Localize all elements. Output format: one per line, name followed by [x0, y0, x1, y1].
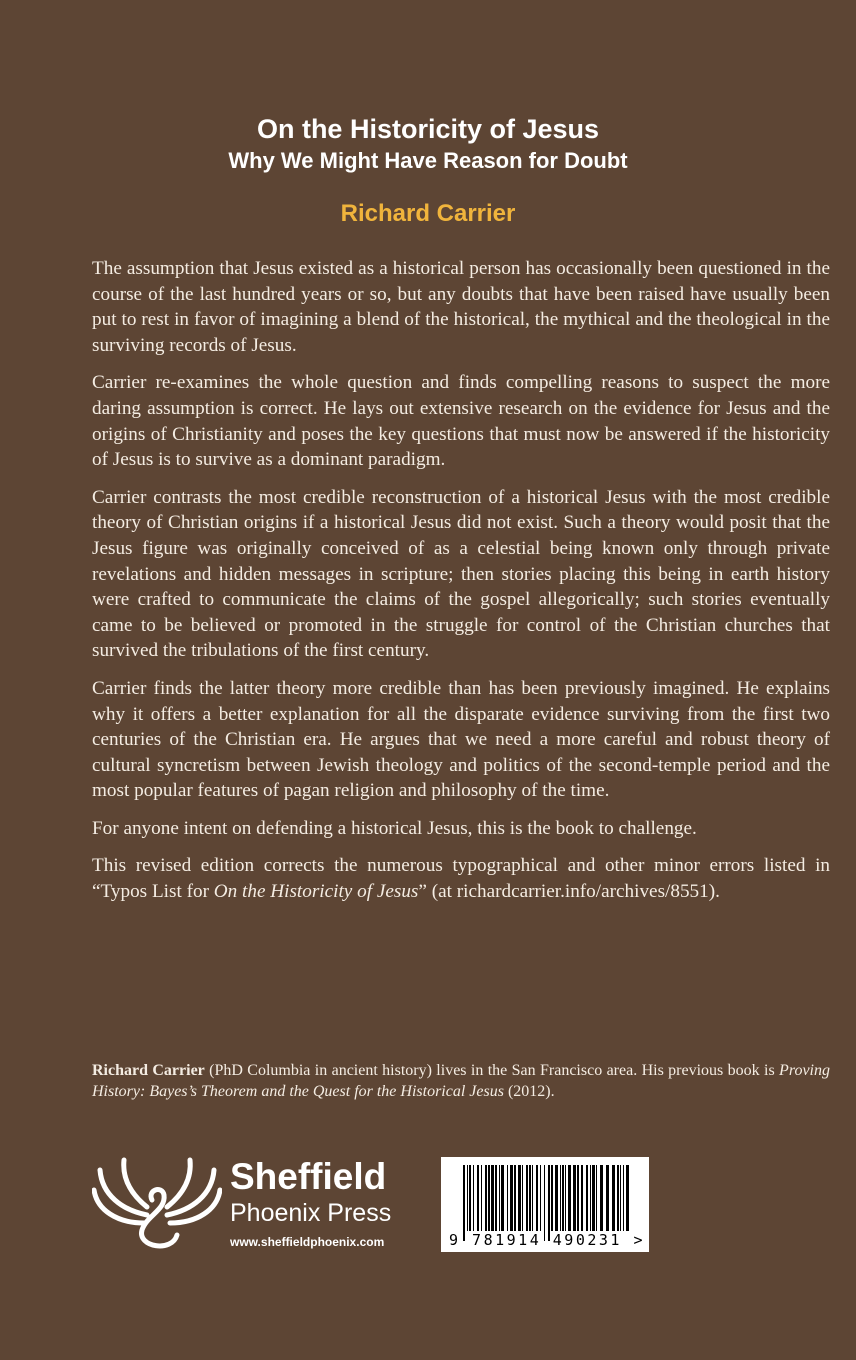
author-name: Richard Carrier: [340, 200, 516, 227]
bio-text-end: (2012).: [503, 1083, 555, 1100]
barcode-bar: [522, 1165, 523, 1231]
barcode-bar: [548, 1165, 550, 1241]
barcode-bar: [507, 1165, 508, 1231]
barcode-bar: [473, 1165, 474, 1231]
blurb: [92, 256, 830, 917]
barcode-bar: [612, 1165, 615, 1231]
barcode-bar: [600, 1165, 603, 1231]
barcode-bar: [592, 1165, 595, 1231]
barcode-bar: [551, 1165, 553, 1231]
revised-note: [92, 853, 830, 904]
barcode-bar: [620, 1165, 621, 1231]
isbn-barcode: [441, 1157, 649, 1252]
publisher-url: www.sheffieldphoenix.com: [230, 1235, 385, 1249]
barcode-bar: [463, 1165, 465, 1241]
barcode-bar: [532, 1165, 533, 1231]
book-subtitle: Why We Might Have Reason for Doubt: [228, 148, 628, 173]
barcode-bar: [501, 1165, 504, 1231]
barcode-bar: [626, 1165, 629, 1231]
paragraph: For anyone intent on defending a historical Jesus, this is the book to challenge.: [92, 817, 697, 839]
revised-text: This revised edition corrects the numerous typographical and other minor errors listed in “Typos List for: [92, 855, 830, 903]
bio-book-title: Proving History: Bayes’s Theorem and the Quest for the Historical Jesus: [92, 1062, 830, 1100]
paragraph: Carrier re-examines the whole question and finds compelling reasons to suspect the more daring assumption is correct. He lays out extensive research on the evidence for Jesus and the origins of Christianity and poses the key questions that must now be answered if the historicity of Jesus is to survive as a dominant paradigm.: [92, 372, 830, 471]
barcode-bar: [499, 1165, 500, 1231]
publisher-name-2: Phoenix Press: [230, 1199, 392, 1227]
barcode-bar: [526, 1165, 528, 1231]
barcode-bar: [495, 1165, 497, 1231]
paragraph: Carrier finds the latter theory more credible than has been previously imagined. He explains why it offers a better explanation for all the disparate evidence surviving from the first two centuries of the Christian era. He argues that we need a more careful and robust theory of cultural syncretism between Jewish theology and politics of the second-temple period and the most popular features of pagan religion and philosophy of the time.: [92, 677, 830, 802]
paragraph: The assumption that Jesus existed as a historical person has occasionally been questioned in the course of the last hundred years or so, but any doubts that have been raised have usually been put to rest in favor of imagining a blend of the historical, the mythical and the theological in the surviving records of Jesus.: [92, 258, 830, 356]
barcode-bar: [623, 1165, 624, 1231]
publisher-name: Sheffield: [230, 1156, 387, 1197]
barcode-bar: [590, 1165, 591, 1231]
book-title-block: [0, 112, 856, 176]
barcode-bar: [514, 1165, 516, 1231]
barcode-bar: [510, 1165, 513, 1231]
barcode-bar: [573, 1165, 576, 1231]
barcode-bar: [477, 1165, 479, 1231]
publisher-logo: [92, 1155, 412, 1255]
phoenix-icon: [92, 1155, 222, 1255]
barcode-bar: [560, 1165, 561, 1231]
bio-text: (PhD Columbia in ancient history) lives in the San Francisco area. His previous book is: [204, 1062, 780, 1079]
barcode-bar: [586, 1165, 588, 1231]
barcode-bar: [518, 1165, 521, 1231]
book-title: On the Historicity of Jesus: [256, 114, 600, 144]
barcode-bar: [491, 1165, 494, 1231]
barcode-bar: [562, 1165, 564, 1231]
revised-text-end: ” (at richardcarrier.info/archives/8551).: [418, 881, 720, 903]
barcode-bar: [544, 1165, 545, 1241]
barcode-bar: [596, 1165, 597, 1231]
barcode-bar: [540, 1165, 541, 1231]
isbn-number: 9 781914 490231 >: [449, 1231, 646, 1249]
barcode-bar: [555, 1165, 558, 1231]
barcode-bar: [485, 1165, 487, 1231]
bio-name: Richard Carrier: [92, 1062, 205, 1079]
revised-title: On the Historicity of Jesus: [213, 881, 419, 903]
barcode-bar: [565, 1165, 566, 1231]
barcode-bar: [581, 1165, 583, 1231]
paragraph: Carrier contrasts the most credible reconstruction of a historical Jesus with the most credible theory of Christian origins if a historical Jesus did not exist. Such a theory would posit that the Jesus figure was originally conceived of as a celestial being known only through private revelations and hidden messages in scripture; then stories placing this being in earth history were crafted to communicate the claims of the gospel allegorically; such stories eventually came to be believed or promoted in the struggle for control of the Christian churches that survived the tribulations of the first century.: [92, 486, 830, 662]
barcode-bar: [481, 1165, 482, 1231]
author-bio: [92, 1060, 830, 1102]
barcode-bar: [577, 1165, 579, 1231]
barcode-bar: [529, 1165, 531, 1231]
barcode-bar: [469, 1165, 471, 1231]
barcode-bar: [536, 1165, 538, 1231]
barcode-bar: [568, 1165, 571, 1231]
barcode-bar: [467, 1165, 468, 1231]
barcode-bar: [606, 1165, 609, 1231]
barcode-bar: [488, 1165, 490, 1231]
barcode-bar: [617, 1165, 619, 1231]
